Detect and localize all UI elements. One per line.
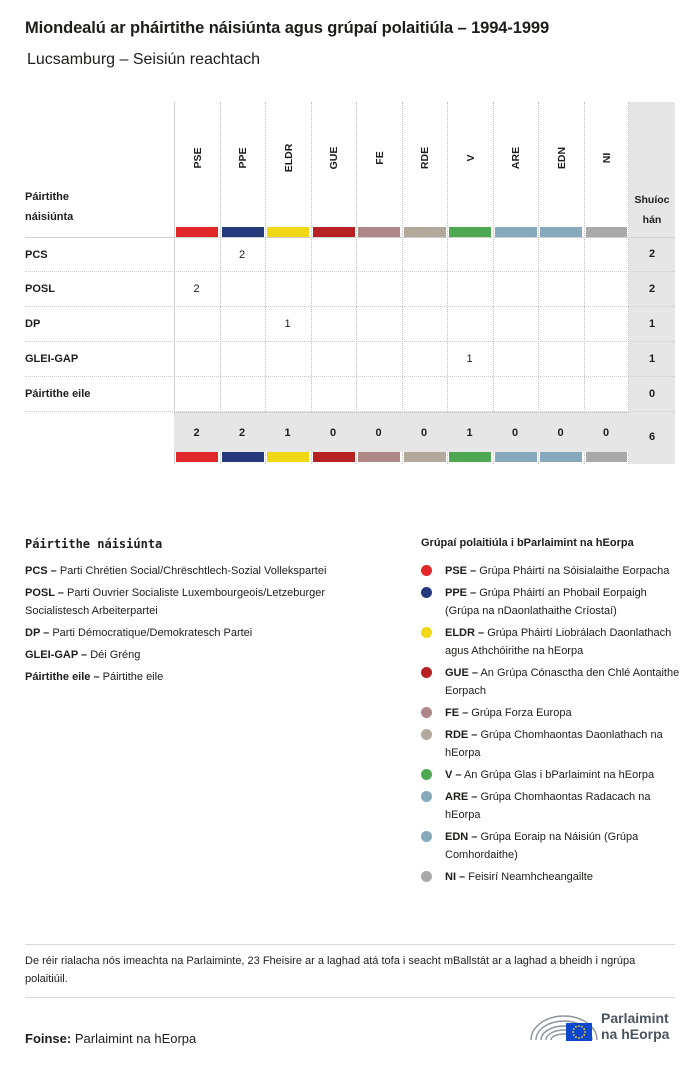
list-item <box>25 624 385 642</box>
group-code: ARE – <box>445 791 478 803</box>
list-item <box>25 562 385 580</box>
group-header: PSE <box>191 147 204 169</box>
group-code: RDE – <box>445 729 478 741</box>
group-color-bar <box>449 452 491 462</box>
group-color-bar <box>176 227 218 237</box>
table-row <box>25 342 675 377</box>
group-full-name: An Grúpa Cónasctha den Chlé Aontaithe Eorpach <box>445 667 680 697</box>
group-total-cell: 0 <box>602 427 610 439</box>
seat-count-cell: 2 <box>238 249 246 261</box>
group-full-name: Grúpa Pháirtí na Sóisialaithe Eorpacha <box>479 565 670 577</box>
divider <box>25 944 675 945</box>
group-color-dot-icon <box>421 791 432 802</box>
party-full-name: Parti Ouvrier Socialiste Luxembourgeois/Letzeburger Socialistesch Arbeiterpartei <box>25 587 326 617</box>
seat-count-cell: 1 <box>284 318 291 330</box>
divider <box>25 997 675 998</box>
list-item <box>421 562 683 580</box>
table-row <box>25 377 675 412</box>
party-seat-total: 1 <box>648 318 656 330</box>
party-full-name: Parti Chrétien Social/Chrëschtlech-Sozial Vollekspartei <box>59 565 327 577</box>
party-name: POSL <box>25 283 55 295</box>
group-color-dot-icon <box>421 667 432 678</box>
party-name: GLEI-GAP <box>25 353 79 365</box>
group-color-bar <box>267 452 309 462</box>
page-subtitle: Lucsamburg – Seisiún reachtach <box>27 51 261 68</box>
group-total-cell: 2 <box>193 427 200 439</box>
group-total-cell: 0 <box>557 427 564 439</box>
group-color-dot-icon <box>421 707 432 718</box>
list-item <box>25 668 385 686</box>
group-code: PSE – <box>445 565 477 577</box>
group-full-name: Grúpa Chomhaontas Radacach na hEorpa <box>445 791 651 821</box>
list-item <box>25 646 385 664</box>
group-color-bar <box>449 227 491 237</box>
group-code: FE – <box>445 707 469 719</box>
group-color-bar <box>222 227 264 237</box>
group-code: PPE – <box>445 587 477 599</box>
group-header: RDE <box>419 146 431 170</box>
group-color-bar <box>313 227 355 237</box>
party-full-name: Parti Démocratique/Demokratesch Partei <box>52 627 253 639</box>
group-color-bar <box>358 452 400 462</box>
party-seat-total: 1 <box>648 353 656 365</box>
national-parties-legend <box>25 562 385 690</box>
source-value: Parlaimint na hEorpa <box>74 1031 197 1046</box>
group-total-cell: 0 <box>420 427 428 439</box>
seat-count-cell: 2 <box>193 283 200 295</box>
group-color-bar <box>495 227 537 237</box>
group-total-cell: 0 <box>329 427 337 439</box>
party-full-name: Páirtithe eile <box>102 671 164 683</box>
group-color-bar <box>222 452 264 462</box>
group-header: FE <box>373 151 386 165</box>
list-item <box>421 788 683 824</box>
group-total-cell: 0 <box>511 427 519 439</box>
group-color-dot-icon <box>421 769 432 780</box>
group-color-bar <box>540 452 582 462</box>
group-color-bar <box>540 227 582 237</box>
party-seat-total: 0 <box>648 388 656 400</box>
table-row <box>25 272 675 307</box>
group-color-bar <box>586 227 627 237</box>
group-code: NI – <box>445 871 466 883</box>
group-header: V <box>464 154 477 162</box>
group-total-cell: 1 <box>466 427 473 439</box>
rules-note: De réir rialacha nós imeachta na Parlaiminte, 23 Fheisire ar a laghad atá tofa i seacht mBallstát ar a laghad a bheidh i ngrúpa polaitiúil. <box>25 955 636 985</box>
group-header: ELDR <box>282 143 295 173</box>
group-code: ELDR – <box>445 627 485 639</box>
group-color-dot-icon <box>421 565 432 576</box>
party-seat-total: 2 <box>648 248 656 260</box>
seats-column-header: Shuíoc hán <box>634 194 670 226</box>
list-item <box>421 726 683 762</box>
group-code: V – <box>445 769 462 781</box>
party-code: Páirtithe eile – <box>25 671 100 683</box>
national-parties-title: Páirtithe náisiúnta <box>25 537 163 551</box>
group-total-cell: 2 <box>238 427 246 439</box>
group-color-bar <box>404 227 446 237</box>
list-item <box>25 584 385 620</box>
seat-count-cell: 1 <box>466 353 473 365</box>
group-full-name: Grúpa Pháirtí Liobrálach Daonlathach agus Athchóirithe na hEorpa <box>445 627 672 657</box>
group-color-bar <box>404 452 446 462</box>
list-item <box>421 766 683 784</box>
group-header: PPE <box>237 147 249 169</box>
party-code: GLEI-GAP – <box>25 649 88 661</box>
group-color-dot-icon <box>421 729 432 740</box>
group-total-cell: 0 <box>375 427 382 439</box>
party-full-name: Déi Gréng <box>90 649 141 661</box>
group-full-name: Grúpa Chomhaontas Daonlathach na hEorpa <box>445 729 663 759</box>
party-code: PCS – <box>25 565 57 577</box>
group-color-dot-icon <box>421 831 432 842</box>
parliament-hemicycle-icon <box>528 1006 600 1046</box>
group-color-dot-icon <box>421 587 432 598</box>
group-full-name: Feisirí Neamhcheangailte <box>468 871 593 883</box>
party-name: Páirtithe eile <box>25 388 91 400</box>
grand-total: 6 <box>648 431 656 443</box>
party-code: POSL – <box>25 587 64 599</box>
source-label: Foinse: <box>25 1031 72 1046</box>
group-color-bar <box>495 452 537 462</box>
table-row <box>25 307 675 342</box>
source-line <box>25 1031 196 1046</box>
group-color-bar <box>358 227 400 237</box>
group-header: ARE <box>510 146 522 170</box>
group-full-name: Grúpa Forza Europa <box>471 707 572 719</box>
party-code: DP – <box>25 627 50 639</box>
group-total-cell: 1 <box>284 427 291 439</box>
table-row <box>25 237 675 272</box>
group-full-name: Grúpa Pháirtí an Phobail Eorpaigh (Grúpa na nDaonlathaithe Críostaí) <box>445 587 647 617</box>
european-parliament-logo <box>528 1006 678 1046</box>
group-header: GUE <box>328 146 340 170</box>
totals-row <box>174 412 629 452</box>
group-color-dot-icon <box>421 871 432 882</box>
group-full-name: Grúpa Eoraip na Náisiún (Grúpa Comhordaithe) <box>445 831 639 861</box>
group-header: EDN <box>555 146 568 170</box>
political-groups-title: Grúpaí polaitiúla i bParlaimint na hEorpa <box>421 537 634 549</box>
group-color-bar <box>267 227 309 237</box>
list-item <box>421 868 683 886</box>
list-item <box>421 584 683 620</box>
group-color-bar <box>313 452 355 462</box>
group-color-dot-icon <box>421 627 432 638</box>
party-seat-total: 2 <box>648 283 656 295</box>
logo-text: Parlaimint na hEorpa <box>601 1010 670 1042</box>
party-name: DP <box>25 318 41 330</box>
group-color-bar <box>586 452 627 462</box>
breakdown-table <box>25 102 675 464</box>
list-item <box>421 704 683 722</box>
group-full-name: An Grúpa Glas i bParlaimint na hEorpa <box>463 769 655 781</box>
page-title: Miondealú ar pháirtithe náisiúnta agus grúpaí polaitiúla – 1994-1999 <box>25 19 550 37</box>
political-groups-legend <box>421 562 683 890</box>
group-header: NI <box>601 152 613 164</box>
list-item <box>421 624 683 660</box>
group-code: GUE – <box>445 667 479 679</box>
list-item <box>421 664 683 700</box>
party-column-header: Páirtithe náisiúnta <box>25 191 74 223</box>
group-code: EDN – <box>445 831 478 843</box>
group-color-bar <box>176 452 218 462</box>
party-name: PCS <box>25 249 48 261</box>
list-item <box>421 828 683 864</box>
